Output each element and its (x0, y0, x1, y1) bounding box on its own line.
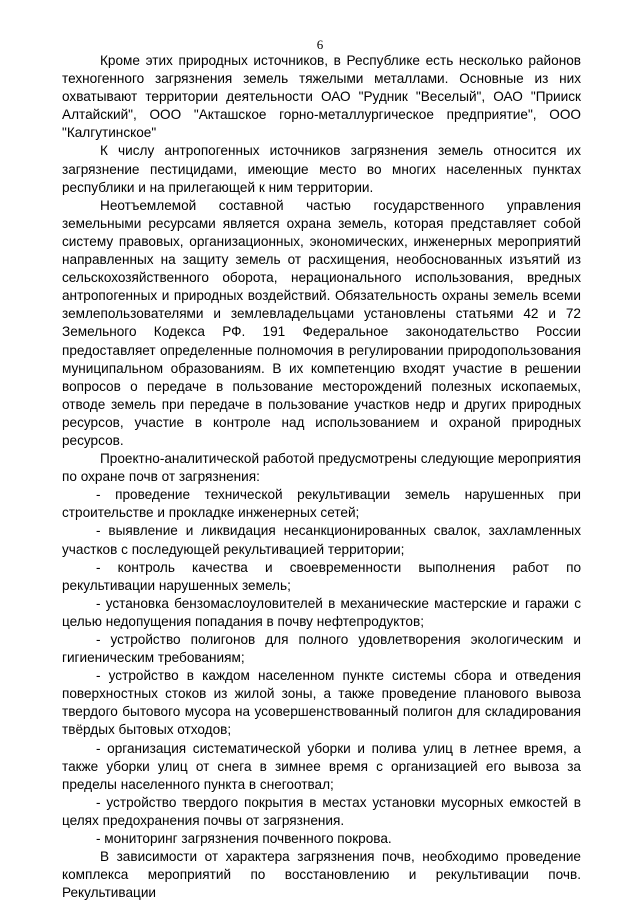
paragraph-reclamation: В зависимости от характера загрязнения почв, необходимо проведение комплекса мероприятий по восстановлению и рекультивации почв. Рекультивации (62, 849, 581, 901)
list-item: - устройство твердого покрытия в местах установки мусорных емкостей в целях предохранения почвы от загрязнения. (62, 794, 581, 828)
page-number: 6 (316, 37, 324, 52)
document-body (62, 52, 581, 902)
paragraph-measures-intro: Проектно-аналитической работой предусмотрены следующие мероприятия по охране почв от загрязнения: (62, 451, 581, 485)
list-item: - проведение технической рекультивации земель нарушенных при строительстве и прокладке инженерных сетей; (62, 487, 581, 521)
list-item: - организация систематической уборки и полива улиц в летнее время, а также уборки улиц от снега в зимнее время с организацией его вывоза за пределы населенного пункта в снегоотвал; (62, 740, 581, 792)
list-item: - выявление и ликвидация несанкционированных свалок, захламленных участков с последующей рекультивацией территории; (62, 523, 581, 557)
paragraph-pesticides: К числу антропогенных источников загрязнения земель относится их загрязнение пестицидами, имеющие место во многих населенных пунктах республики и на прилегающей к ним территории. (62, 143, 581, 195)
list-item: - контроль качества и своевременности выполнения работ по рекультивации нарушенных земель; (62, 559, 581, 593)
list-item: - устройство полигонов для полного удовлетворения экологическим и гигиеническим требованиям; (62, 632, 581, 666)
list-item: - мониторинг загрязнения почвенного покрова. (96, 831, 392, 847)
list-item: - установка бензомаслоуловителей в механические мастерские и гаражи с целью недопущения попадания в почву нефтепродуктов; (62, 595, 581, 629)
paragraph-land-protection: Неотъемлемой составной частью государственного управления земельными ресурсами является охрана земель, которая представляет собой систему правовых, организационных, экономических, инженерных мероприятий направленных на защиту земель от расхищения, необоснованных изъятий из сельскохозяйственного оборота, нерационального использования, вредных антропогенных и природных воздействий. Обязательность охраны земель всеми землепользователями и землевладельцами установлены статьями 42 и 72 Земельного Кодекса РФ. 191 Федеральное законодательство России предоставляет определенные полномочия в регулировании природопользования муниципальном образованиям. В их компетенцию входят участие в решении вопросов о передаче в пользование месторождений полезных ископаемых, отводе земель при передаче в пользование участков недр и других природных ресурсов, участие в контроле над использованием и охраной природных ресурсов. (62, 197, 581, 448)
list-item: - устройство в каждом населенном пункте системы сбора и отведения поверхностных стоков из жилой зоны, а также проведение планового вывоза твердого бытового мусора на усовершенствованный полигон для складирования твёрдых бытовых отходов; (62, 668, 581, 738)
paragraph-pollution-areas: Кроме этих природных источников, в Республике есть несколько районов техногенного загрязнения земель тяжелыми металлами. Основные из них охватывают территории деятельности ОАО "Рудник "Веселый", ОАО "Прииск Алтайский", ООО "Акташское горно-металлургическое предприятие", ООО "Калгутинское" (62, 53, 581, 141)
